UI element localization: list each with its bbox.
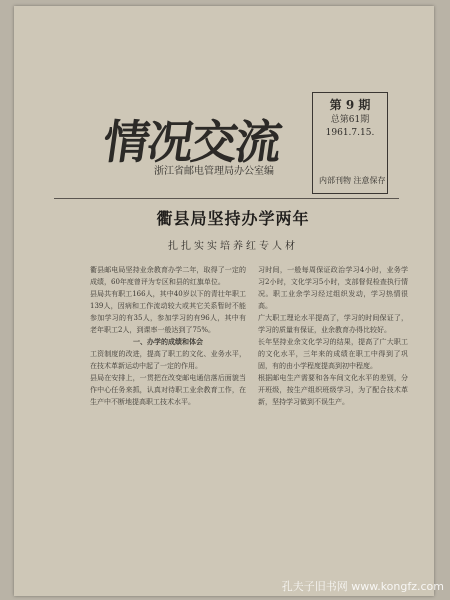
article-subhead: 扎扎实实培养红专人材: [168, 241, 298, 252]
paragraph: 县局在安排上，一贯把在改变邮电通信落后面貌当作中心任务来抓，认真对待职工业余教育工作，在生产中不断地提高职工技术水平。: [90, 374, 246, 406]
masthead-title: 情况交流: [99, 115, 284, 169]
publisher-line: 浙江省邮电管理局办公室编: [154, 166, 274, 177]
newsletter-page: [14, 6, 434, 596]
paragraph: 县局共有职工166人，其中40岁以下的青壮年职工139人，因病和工作流动较大或其它关系暂时不能参加学习的有35人，参加学习的有96人，其中有老年职工2人，到课率一般达到了75%。: [90, 290, 246, 334]
headline-box: [118, 206, 348, 254]
issue-date: 1961.7.15.: [325, 128, 375, 139]
paragraph: 习时间，一般每周保证政治学习4小时，业务学习2小时，文化学习5小时，支部督促检查执行情况。职工业余学习经过组织发动，学习热情很高。: [258, 266, 408, 310]
watermark-text: 孔夫子旧书网 www.kongfz.com: [281, 580, 444, 593]
divider-rule: [54, 198, 399, 199]
issue-total: 总第61期: [330, 114, 370, 125]
issue-number: 第 9 期: [329, 98, 371, 112]
paragraph: 广大职工理论水平提高了，学习的时间保证了，学习的质量有保证，业余教育办得比较好。: [258, 314, 408, 334]
paragraph: 工资制度的改进，提高了职工的文化、业务水平，在技术革新运动中起了一定的作用。: [90, 350, 246, 370]
article-headline: 衢县局坚持办学两年: [156, 209, 310, 228]
issue-note: 内部刊物 注意保存: [319, 175, 386, 185]
left-column: [90, 264, 246, 582]
paragraph: 根据邮电生产需要和各车间文化水平的差别，分开班级，按生产组织班级学习，为了配合技术革新，坚持学习做到不误生产。: [258, 374, 408, 406]
paragraph: 长年坚持业余文化学习的结果，提高了广大职工的文化水平，三年来的成绩在职工中得到了巩固，有的由小学程度提高到初中程度。: [258, 338, 408, 370]
paragraph: 衢县邮电局坚持业余教育办学二年，取得了一定的成绩，60年度曾评为专区和县的红旗单位。: [90, 266, 246, 286]
section-heading: 一、办学的成绩和体会: [133, 337, 203, 346]
right-column: [258, 264, 408, 582]
issue-info-box: [312, 92, 388, 194]
